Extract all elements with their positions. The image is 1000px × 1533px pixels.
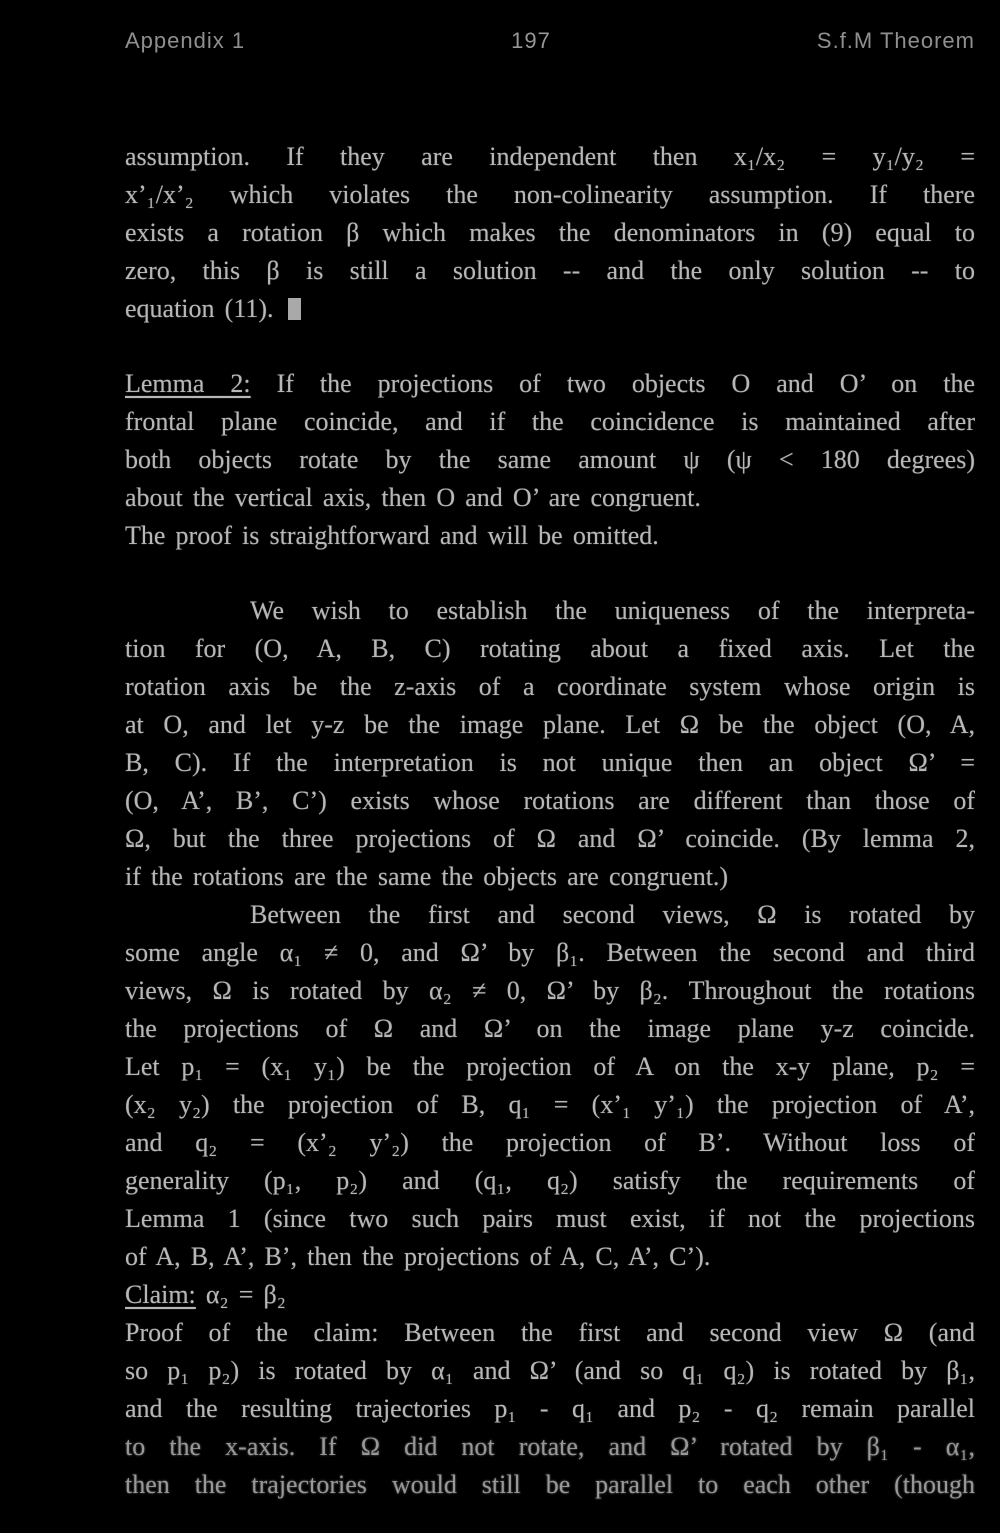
text-line (125, 252, 975, 290)
text-segment: Proof of the claim: Between the first and second view Ω (and (125, 1318, 975, 1347)
text-segment: generality (p₁, p₂) and (q₁, q₂) satisfy the requirements of (125, 1166, 975, 1195)
text-segment: rotation axis be the z-axis of a coordinate system whose origin is (125, 672, 975, 701)
text-segment: views, Ω is rotated by α₂ ≠ 0, Ω’ by β₂. Throughout the rotations (125, 976, 975, 1005)
page-number: 197 (511, 28, 551, 53)
text-segment: if the rotations are the same the objects are congruent.) (125, 862, 729, 891)
text-segment: at O, and let y-z be the image plane. Let Ω be the object (O, A, (125, 710, 975, 739)
text-segment: If the projections of two objects O and O’ on the (250, 369, 975, 398)
text-line (125, 630, 975, 668)
text-line (125, 1010, 975, 1048)
text-line (125, 290, 975, 328)
text-line (125, 744, 975, 782)
text-line (125, 365, 975, 403)
text-segment: and q₂ = (x’₂ y’₂) the projection of B’. Without loss of (125, 1128, 975, 1157)
text-segment: B, C). If the interpretation is not unique then an object Ω’ = (125, 748, 975, 777)
text-segment: and the resulting trajectories p₁ - q₁ and p₂ - q₂ remain parallel (125, 1394, 975, 1423)
text-line (125, 1428, 975, 1466)
text-line (125, 138, 975, 176)
text-line (125, 441, 975, 479)
text-line (125, 1200, 975, 1238)
text-segment: x’₁/x’₂ which violates the non-colinearity assumption. If there (125, 180, 975, 209)
text-line (125, 820, 975, 858)
text-segment: the projections of Ω and Ω’ on the image plane y-z coincide. (125, 1014, 975, 1043)
text-segment: then the trajectories would still be parallel to each other (though (125, 1470, 975, 1499)
page-header (125, 28, 975, 54)
text-line (125, 1124, 975, 1162)
text-line (125, 1314, 975, 1352)
page-body (125, 138, 975, 1504)
text-segment: Lemma 1 (since two such pairs must exist, if not the projections (125, 1204, 975, 1233)
paragraph-lemma-2 (125, 365, 975, 555)
text-line (125, 1466, 975, 1504)
text-segment: equation (11). (125, 294, 274, 323)
text-segment: to the x-axis. If Ω did not rotate, and Ω’ rotated by β₁ - α₁, (125, 1432, 975, 1461)
text-segment: about the vertical axis, then O and O’ are congruent. (125, 483, 701, 512)
text-segment: Let p₁ = (x₁ y₁) be the projection of A on the x-y plane, p₂ = (125, 1052, 975, 1081)
text-segment: frontal plane coincide, and if the coincidence is maintained after (125, 407, 975, 436)
underlined-text: Lemma 2: (125, 369, 251, 398)
text-line (125, 517, 975, 555)
end-of-proof-marker (288, 298, 301, 320)
text-line (125, 1352, 975, 1390)
header-theorem-label: S.f.M Theorem (816, 28, 975, 53)
text-segment: assumption. If they are independent then x₁/x₂ = y₁/y₂ = (125, 142, 975, 171)
text-segment: exists a rotation β which makes the denominators in (9) equal to (125, 218, 975, 247)
text-line (125, 782, 975, 820)
text-line (125, 972, 975, 1010)
text-line (125, 176, 975, 214)
text-segment: some angle α₁ ≠ 0, and Ω’ by β₁. Between the second and third (125, 938, 975, 967)
text-segment: Ω, but the three projections of Ω and Ω’ coincide. (By lemma 2, (125, 824, 975, 853)
header-appendix-label: Appendix 1 (125, 28, 246, 53)
text-line (125, 668, 975, 706)
text-line (125, 1276, 975, 1314)
text-line (125, 592, 975, 630)
text-line (125, 706, 975, 744)
text-segment: We wish to establish the uniqueness of the interpreta- (250, 596, 975, 625)
text-line (125, 1238, 975, 1276)
text-segment: Between the first and second views, Ω is rotated by (250, 900, 975, 929)
paragraph-proof-end (125, 138, 975, 328)
text-line (125, 1390, 975, 1428)
text-segment: The proof is straightforward and will be omitted. (125, 521, 659, 550)
text-segment: so p₁ p₂) is rotated by α₁ and Ω’ (and so q₁ q₂) is rotated by β₁, (125, 1356, 975, 1385)
paragraph-uniqueness-proof (125, 592, 975, 1504)
text-segment: tion for (O, A, B, C) rotating about a fixed axis. Let the (125, 634, 975, 663)
text-segment: both objects rotate by the same amount ψ (ψ < 180 degrees) (125, 445, 975, 474)
text-line (125, 896, 975, 934)
text-line (125, 858, 975, 896)
text-segment: zero, this β is still a solution -- and the only solution -- to (125, 256, 975, 285)
text-line (125, 1086, 975, 1124)
text-segment: of A, B, A’, B’, then the projections of A, C, A’, C’). (125, 1242, 711, 1271)
text-line (125, 479, 975, 517)
text-line (125, 1048, 975, 1086)
text-segment: α₂ = β₂ (195, 1280, 286, 1309)
text-line (125, 214, 975, 252)
text-segment: (x₂ y₂) the projection of B, q₁ = (x’₁ y’₁) the projection of A’, (125, 1090, 975, 1119)
text-line (125, 1162, 975, 1200)
text-line (125, 934, 975, 972)
text-line (125, 403, 975, 441)
underlined-text: Claim: (125, 1280, 196, 1309)
text-segment: (O, A’, B’, C’) exists whose rotations are different than those of (125, 786, 975, 815)
